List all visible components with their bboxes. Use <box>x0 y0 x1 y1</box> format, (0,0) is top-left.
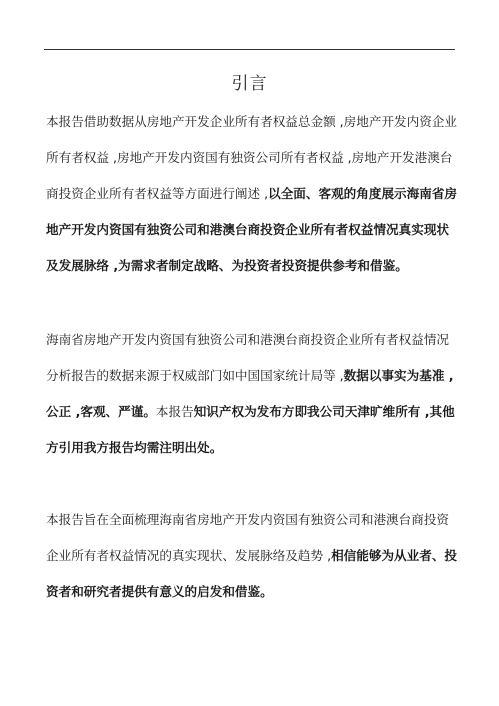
text-line <box>46 358 458 394</box>
text-line <box>46 538 458 574</box>
text-segment: 本报告旨在全面梳理海南省房地产开发内资国有独资公司和港澳台商投资 <box>46 512 449 527</box>
text-line <box>46 212 458 248</box>
header-rule <box>44 49 455 50</box>
text-segment: 企业所有者权益情况的真实现状、发展脉络及趋势 , <box>46 548 332 563</box>
text-segment: 本报告 <box>155 404 194 419</box>
text-line <box>46 574 458 610</box>
bold-text-segment: 方引用我方报告均需注明出处。 <box>46 440 223 455</box>
text-segment: 海南省房地产开发内资国有独资公司和港澳台商投资企业所有者权益情况 <box>46 332 449 347</box>
text-line <box>46 104 458 140</box>
text-line <box>46 140 458 176</box>
bold-text-segment: 资者和研究者提供有意义的启发和借鉴。 <box>46 584 273 599</box>
text-line <box>46 394 458 430</box>
bold-text-segment: 及发展脉络 ,为需求者制定战略、为投资者投资提供参考和借鉴。 <box>46 258 408 273</box>
intro-paragraph-3 <box>46 502 458 610</box>
text-segment: 本报告借助数据从房地产开发企业所有者权益总金额 ,房地产开发内资企业 <box>46 114 458 129</box>
text-segment: 所有者权益 ,房地产开发内资国有独资公司所有者权益 ,房地产开发港澳台 <box>46 150 453 165</box>
bold-text-segment: 数据以事实为基准 , <box>343 368 454 383</box>
bold-text-segment: 地产开发内资国有独资公司和港澳台商投资企业所有者权益情况真实现状 <box>46 222 449 237</box>
page-title: 引言 <box>231 74 268 94</box>
bold-text-segment: 知识产权为发布方即我公司天津旷维所有 ,其他 <box>193 404 455 419</box>
text-line <box>46 176 458 212</box>
intro-paragraph-1 <box>46 104 458 284</box>
text-line <box>46 248 458 284</box>
text-segment: 商投资企业所有者权益等方面进行阐述 , <box>46 186 269 201</box>
text-line <box>46 430 458 466</box>
intro-paragraph-2 <box>46 322 458 466</box>
bold-text-segment: 公正 ,客观、严谨。 <box>46 404 156 419</box>
bold-text-segment: 以全面、客观的角度展示海南省房 <box>268 186 458 201</box>
bold-text-segment: 相信能够为从业者、投 <box>331 548 458 563</box>
text-line <box>46 322 458 358</box>
text-line <box>46 502 458 538</box>
text-segment: 分析报告的数据来源于权威部门如中国国家统计局等 , <box>46 368 344 383</box>
